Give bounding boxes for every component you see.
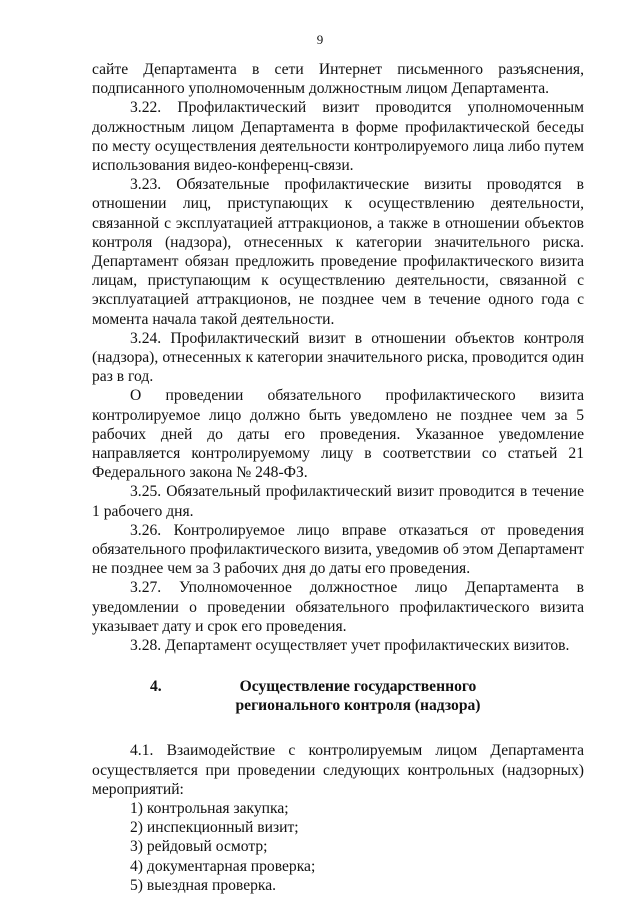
paragraph-4-1: 4.1. Взаимодействие с контролируемым лицом Департамента осуществляется при проведении следующих контрольных (надзорных) мероприятий: bbox=[92, 742, 584, 798]
section-number: 4. bbox=[150, 678, 162, 696]
paragraph-3-22: 3.22. Профилактический визит проводится уполномоченным должностным лицом Департамента в форме профилактической беседы по месту осуществления деятельности контролируемого лица либо путем использования видео-конференц-связи. bbox=[92, 99, 584, 175]
section-title: Осуществление государственного регионального контроля (надзора) bbox=[235, 678, 481, 715]
list-item: 3) рейдовый осмотр; bbox=[130, 838, 268, 856]
paragraph-3-27: 3.27. Уполномоченное должностное лицо Департамента в уведомлении о проведении обязательного профилактического визита указывает дату и срок его проведения. bbox=[92, 579, 584, 635]
document-body bbox=[92, 60, 584, 895]
list-item: 1) контрольная закупка; bbox=[130, 799, 289, 817]
page-number: 9 bbox=[316, 32, 324, 47]
paragraph-3-28: 3.28. Департамент осуществляет учет профилактических визитов. bbox=[130, 637, 570, 655]
section-heading bbox=[92, 677, 584, 715]
paragraph-notification: О проведении обязательного профилактического визита контролируемое лицо должно быть уведомлено не позднее чем за 5 рабочих дней до даты его проведения. Указанное уведомление направляется контролируемому лицу в соответствии со статьей 21 Федерального закона № 248-ФЗ. bbox=[92, 387, 584, 482]
list-item: 5) выездная проверка. bbox=[130, 876, 277, 894]
paragraph-continuation: сайте Департамента в сети Интернет письменного разъяснения, подписанного уполномоченным должностным лицом Департамента. bbox=[92, 61, 584, 98]
paragraph-3-24: 3.24. Профилактический визит в отношении объектов контроля (надзора), отнесенных к категории значительного риска, проводится один раз в год. bbox=[92, 329, 584, 386]
paragraph-3-25: 3.25. Обязательный профилактический визит проводится в течение 1 рабочего дня. bbox=[92, 483, 584, 520]
paragraph-3-26: 3.26. Контролируемое лицо вправе отказаться от проведения обязательного профилактического визита, уведомив об этом Департамент не позднее чем за 3 рабочих дня до даты его проведения. bbox=[92, 521, 584, 578]
list-item: 2) инспекционный визит; bbox=[130, 819, 299, 837]
paragraph-3-23: 3.23. Обязательные профилактические визиты проводятся в отношении лиц, приступающих к осуществлению деятельности, связанной с эксплуатацией аттракционов, а также в отношении объектов контроля (надзора), отнесенных к категории значительного риска. Департамент обязан предложить проведение профилактического визита лицам, приступающим к осуществлению деятельности, связанной с эксплуатацией аттракционов, не позднее чем в течение одного года с момента начала такой деятельности. bbox=[92, 176, 584, 328]
list-item: 4) документарная проверка; bbox=[130, 857, 316, 875]
